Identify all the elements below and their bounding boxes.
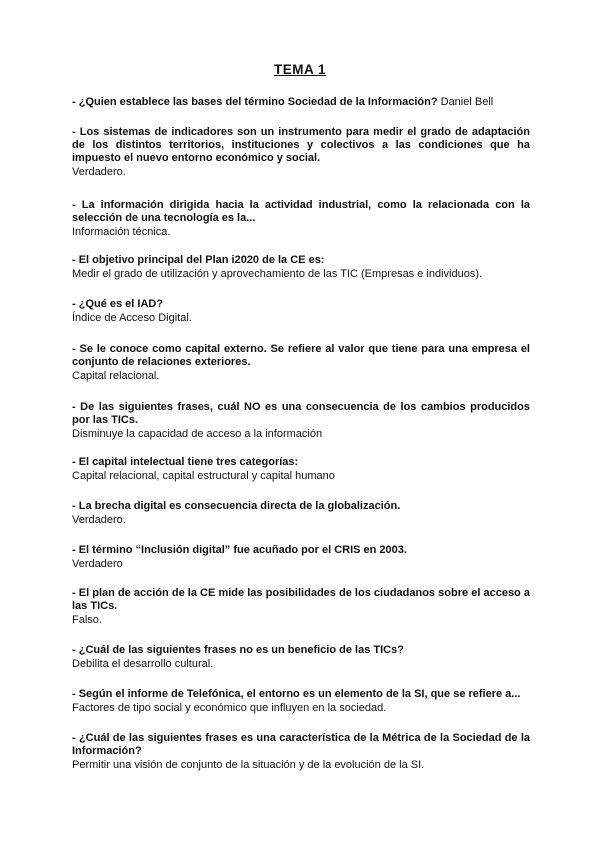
question: - ¿Cuál de las siguientes frases es una característica de la Métrica de la Sociedad de la Información? — [72, 732, 530, 757]
answer: Índice de Acceso Digital. — [72, 312, 192, 324]
qa-item-1 — [72, 96, 530, 109]
answer: Medir el grado de utilización y aprovechamiento de las TIC (Empresas e individuos). — [72, 268, 483, 280]
answer: Verdadero — [72, 558, 123, 570]
answer: Capital relacional, capital estructural y capital humano — [72, 470, 335, 482]
qa-item-9 — [72, 500, 530, 527]
answer: Disminuye la capacidad de acceso a la información — [72, 428, 323, 440]
question: - El plan de acción de la CE mide las posibilidades de los ciudadanos sobre el acceso a las TICs. — [72, 587, 530, 612]
question: - Se le conoce como capital externo. Se refiere al valor que tiene para una empresa el conjunto de relaciones exteriores. — [72, 343, 530, 368]
question: - ¿Cuál de las siguientes frases no es un beneficio de las TICs? — [72, 644, 404, 656]
question: - La brecha digital es consecuencia directa de la globalización. — [72, 500, 401, 512]
question — [72, 96, 530, 109]
qa-item-4 — [72, 254, 530, 281]
qa-item-11 — [72, 587, 530, 627]
question: - La información dirigida hacia la actividad industrial, como la relacionada con la selección de una tecnología es la... — [72, 199, 530, 224]
qa-item-14 — [72, 732, 530, 772]
answer: Verdadero. — [72, 514, 126, 526]
answer: Debilita el desarrollo cultural. — [72, 658, 214, 670]
answer: Información técnica. — [72, 226, 171, 238]
question: - Según el informe de Telefónica, el entorno es un elemento de la SI, que se refiere a... — [72, 688, 521, 700]
page-title: TEMA 1 — [273, 62, 326, 77]
qa-item-3 — [72, 199, 530, 239]
qa-item-12 — [72, 644, 530, 671]
answer: Daniel Bell — [440, 96, 494, 108]
question: - Los sistemas de indicadores son un instrumento para medir el grado de adaptación de los distintos territorios, instituciones y colectivos a las condiciones que ha impuesto el nuevo entorno económico y social. — [72, 126, 530, 164]
answer: Capital relacional. — [72, 370, 160, 382]
qa-item-10 — [72, 544, 530, 571]
answer: Permitir una visión de conjunto de la situación y de la evolución de la SI. — [72, 759, 425, 771]
qa-item-7 — [72, 401, 530, 441]
question: - El objetivo principal del Plan i2020 de la CE es: — [72, 254, 325, 266]
qa-item-2 — [72, 126, 530, 179]
answer: Falso. — [72, 614, 102, 626]
answer: Verdadero. — [72, 166, 126, 178]
qa-item-8 — [72, 456, 530, 483]
answer: Factores de tipo social y económico que influyen en la sociedad. — [72, 702, 387, 714]
question: - El término “Inclusión digital” fue acuñado por el CRIS en 2003. — [72, 544, 407, 556]
question: - ¿Qué es el IAD? — [72, 298, 164, 310]
qa-item-6 — [72, 343, 530, 383]
qa-item-5 — [72, 298, 530, 325]
question: - El capital intelectual tiene tres categorías: — [72, 456, 299, 468]
qa-item-13 — [72, 688, 530, 715]
question-text: - ¿Quien establece las bases del término Sociedad de la Información? — [72, 96, 438, 108]
question: - De las siguientes frases, cuál NO es una consecuencia de los cambios producidos por las TICs. — [72, 401, 530, 426]
